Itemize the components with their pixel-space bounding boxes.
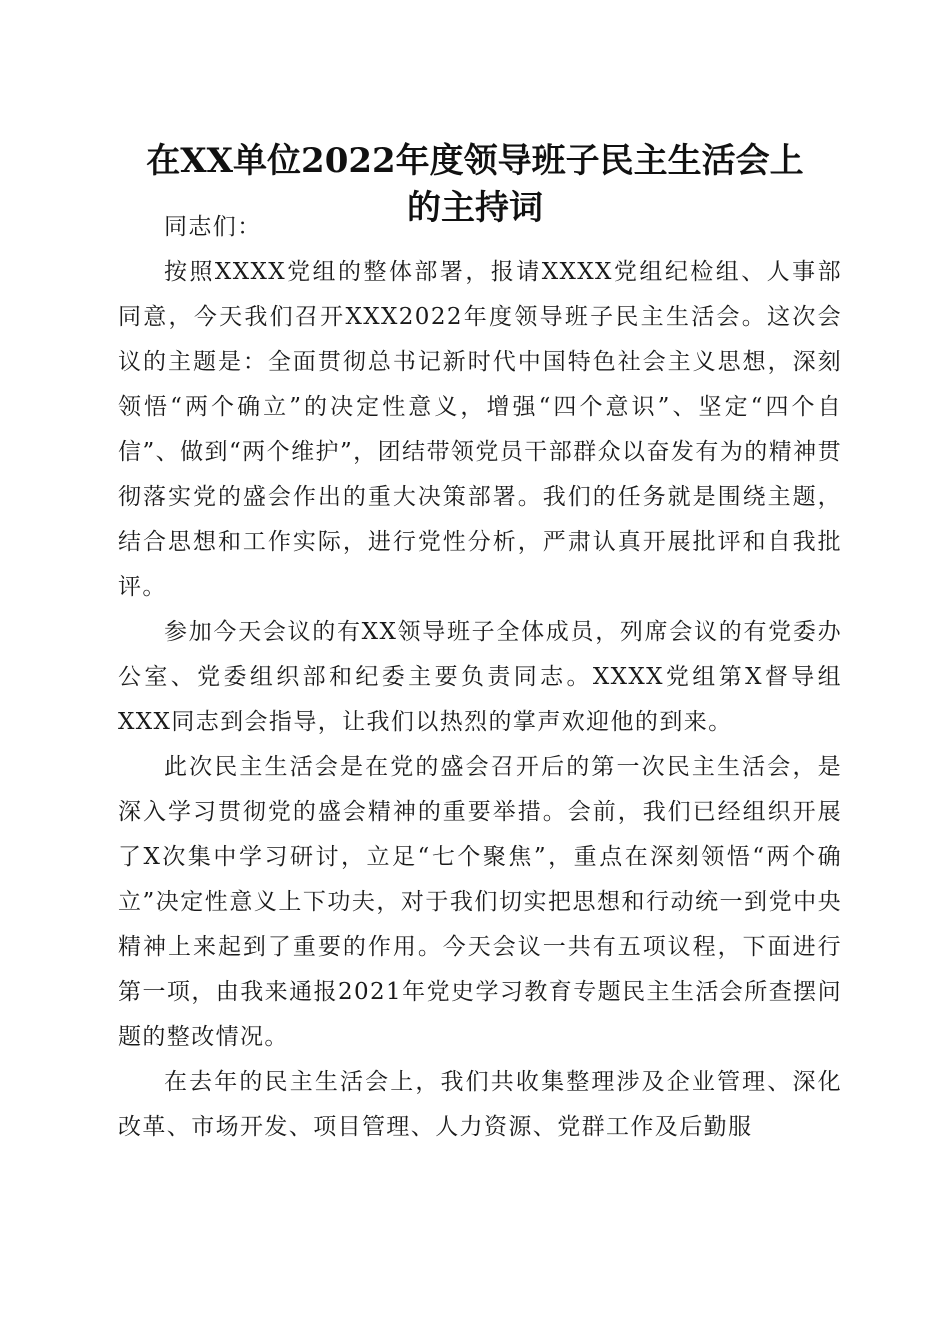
paragraph-3: 此次民主生活会是在党的盛会召开后的第一次民主生活会，是深入学习贯彻党的盛会精神的重要举措。会前，我们已经组织开展了X次集中学习研讨，立足“七个聚焦”，重点在深刻领悟“两个确立”决定性意义上下功夫，对于我们切实把思想和行动统一到党中央精神上来起到了重要的作用。今天会议一共有五项议程，下面进行第一项，由我来通报2021年党史学习教育专题民主生活会所查摆问题的整改情况。 — [118, 754, 842, 1050]
salutation: 同志们： — [164, 214, 262, 240]
paragraph-1: 按照XXXX党组的整体部署，报请XXXX党组纪检组、人事部同意，今天我们召开XXX2022年度领导班子民主生活会。这次会议的主题是：全面贯彻总书记新时代中国特色社会主义思想，深刻领悟“两个确立”的决定性意义，增强“四个意识”、坚定“四个自信”、做到“两个维护”，团结带领党员干部群众以奋发有为的精神贯彻落实党的盛会作出的重大决策部署。我们的任务就是围绕主题，结合思想和工作实际，进行党性分析，严肃认真开展批评和自我批评。 — [118, 259, 842, 600]
document-body — [118, 205, 842, 1150]
document-title-line-2: 的主持词 — [407, 188, 543, 228]
document-title-line-1: 在XX单位2022年度领导班子民主生活会上 — [146, 141, 804, 181]
paragraph-2: 参加今天会议的有XX领导班子全体成员，列席会议的有党委办公室、党委组织部和纪委主要负责同志。XXXX党组第X督导组XXX同志到会指导，让我们以热烈的掌声欢迎他的到来。 — [118, 619, 842, 735]
paragraph-4: 在去年的民主生活会上，我们共收集整理涉及企业管理、深化改革、市场开发、项目管理、人力资源、党群工作及后勤服 — [118, 1069, 842, 1140]
